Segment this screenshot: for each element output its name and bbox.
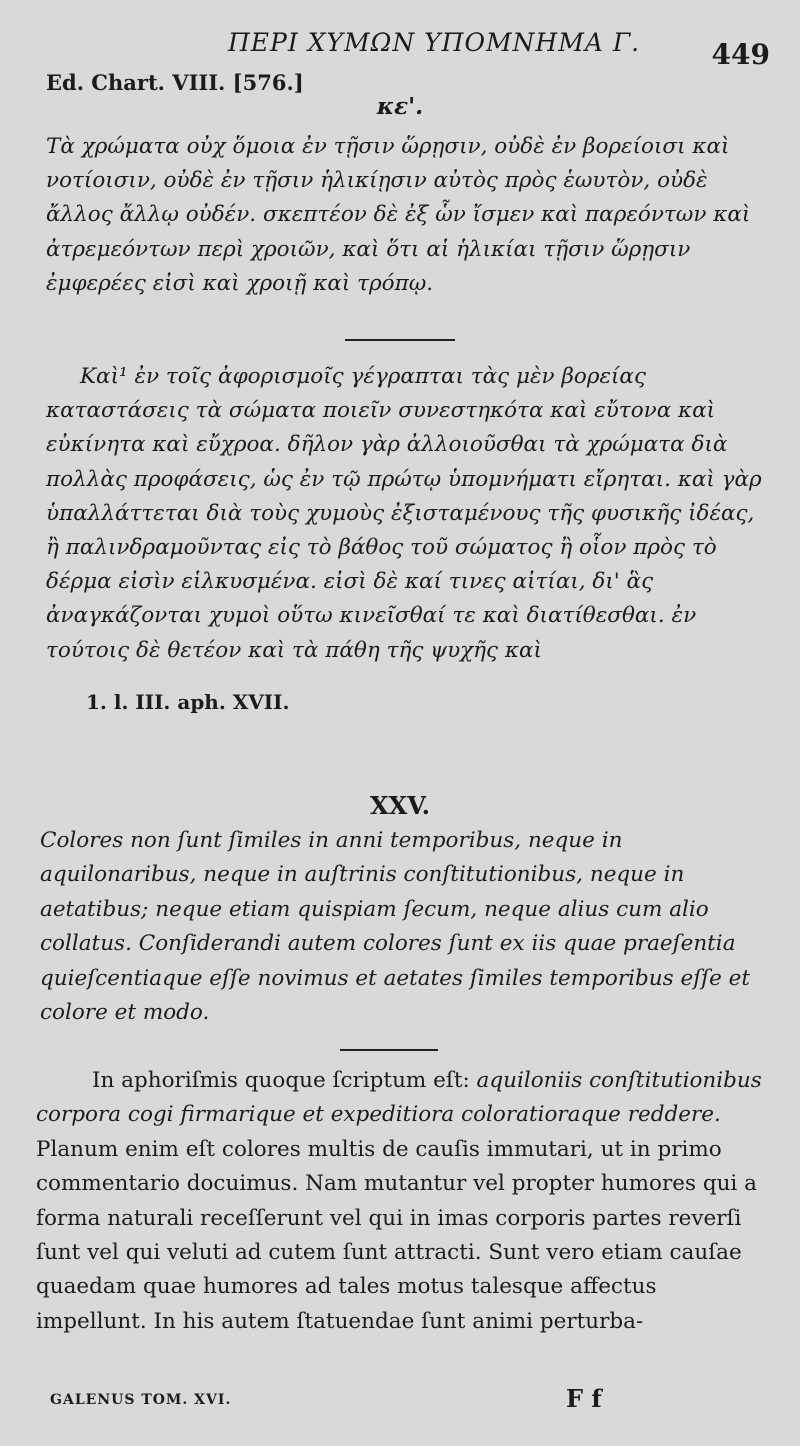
- latin-section-number: XXV.: [369, 791, 431, 820]
- signature-mark: GALENUS TOM. XVI.: [50, 1392, 232, 1408]
- greek-aphorism: Τὰ χρώματα οὐχ ὅμοια ἐν τῇσιν ὥρῃσιν, οὐδὲ ἐν βορείοισι καὶ νοτίοισιν, οὐδὲ ἐν τῇσιν ἡλικίῃσιν αὐτὸς πρὸς ἑωυτὸν, οὐδὲ ἄλλος ἄλλῳ οὐδέν. σκεπτέον δὲ ἐξ ὧν ἴσμεν καὶ παρεόντων καὶ ἀτρεμεόντων περὶ χροιῶν, καὶ ὅτι αἱ ἡλικίαι τῇσιν ὥρῃσιν ἐμφερέες εἰσὶ καὶ χροιῇ καὶ τρόπῳ.: [46, 134, 751, 296]
- running-head: ΠΕΡΙ ΧΥΜΩΝ ΥΠΟΜΝΗΜΑ Γ.: [228, 28, 641, 57]
- page-footer: [0, 1384, 800, 1418]
- greek-section-number: κε'.: [376, 93, 424, 120]
- commentary-quote: aquiloniis conſtitutionibus corpora cogi firmarique et expeditiora coloratioraque reddere.: [36, 1068, 762, 1128]
- commentary-intro: In aphoriſmis quoque ſcriptum eſt:: [92, 1068, 477, 1093]
- page-number: 449: [711, 38, 770, 71]
- section-divider: [345, 339, 455, 341]
- signature-letters: F f: [566, 1384, 602, 1413]
- edition-reference: Ed. Chart. VIII. [576.]: [46, 70, 304, 95]
- page-header: [0, 28, 800, 71]
- footnote: 1. l. III. aph. XVII.: [86, 690, 290, 714]
- commentary-rest: Planum enim eſt colores multis de cauſis immutari, ut in primo commentario docuimus. Nam mutantur vel propter humores qui a forma naturali receſſerunt vel qui in imas corporis partes reverſi ſunt vel qui veluti ad cutem ſunt attracti. Sunt vero etiam cauſae quaedam quae humores ad tales motus talesque affectus impellunt. In his autem ſtatuendae ſunt animi perturba-: [36, 1136, 757, 1334]
- section-divider: [340, 1049, 438, 1051]
- latin-commentary: [36, 1064, 764, 1339]
- latin-aphorism: Colores non ſunt ſimiles in anni temporibus, neque in aquilonaribus, neque in auſtrinis conſtitutionibus, neque in aetatibus; neque etiam quispiam ſecum, neque alius cum alio collatus. Conſiderandi autem colores ſunt ex iis quae praeſentia quieſcentiaque eſſe novimus et aetates ſimiles temporibus eſſe et colore et modo.: [40, 828, 751, 1026]
- greek-commentary: Καὶ¹ ἐν τοῖς ἀφορισμοῖς γέγραπται τὰς μὲν βορείας καταστάσεις τὰ σώματα ποιεῖν συνεστηκότα καὶ εὔτονα καὶ εὐκίνητα καὶ εὔχροα. δῆλον γὰρ ἀλλοιοῦσθαι τὰ χρώματα διὰ πολλὰς προφάσεις, ὡς ἐν τῷ πρώτῳ ὑπομνήματι εἴρηται. καὶ γὰρ ὑπαλλάττεται διὰ τοὺς χυμοὺς ἐξισταμένους τῆς φυσικῆς ἰδέας, ἢ παλινδραμοῦντας εἰς τὸ βάθος τοῦ σώματος ἢ οἷον πρὸς τὸ δέρμα εἰσὶν εἱλκυσμένα. εἰσὶ δὲ καί τινες αἰτίαι, δι' ἃς ἀναγκάζονται χυμοὶ οὕτω κινεῖσθαί τε καὶ διατίθεσθαι. ἐν τούτοις δὲ θετέον καὶ τὰ πάθη τῆς ψυχῆς καὶ: [46, 364, 762, 663]
